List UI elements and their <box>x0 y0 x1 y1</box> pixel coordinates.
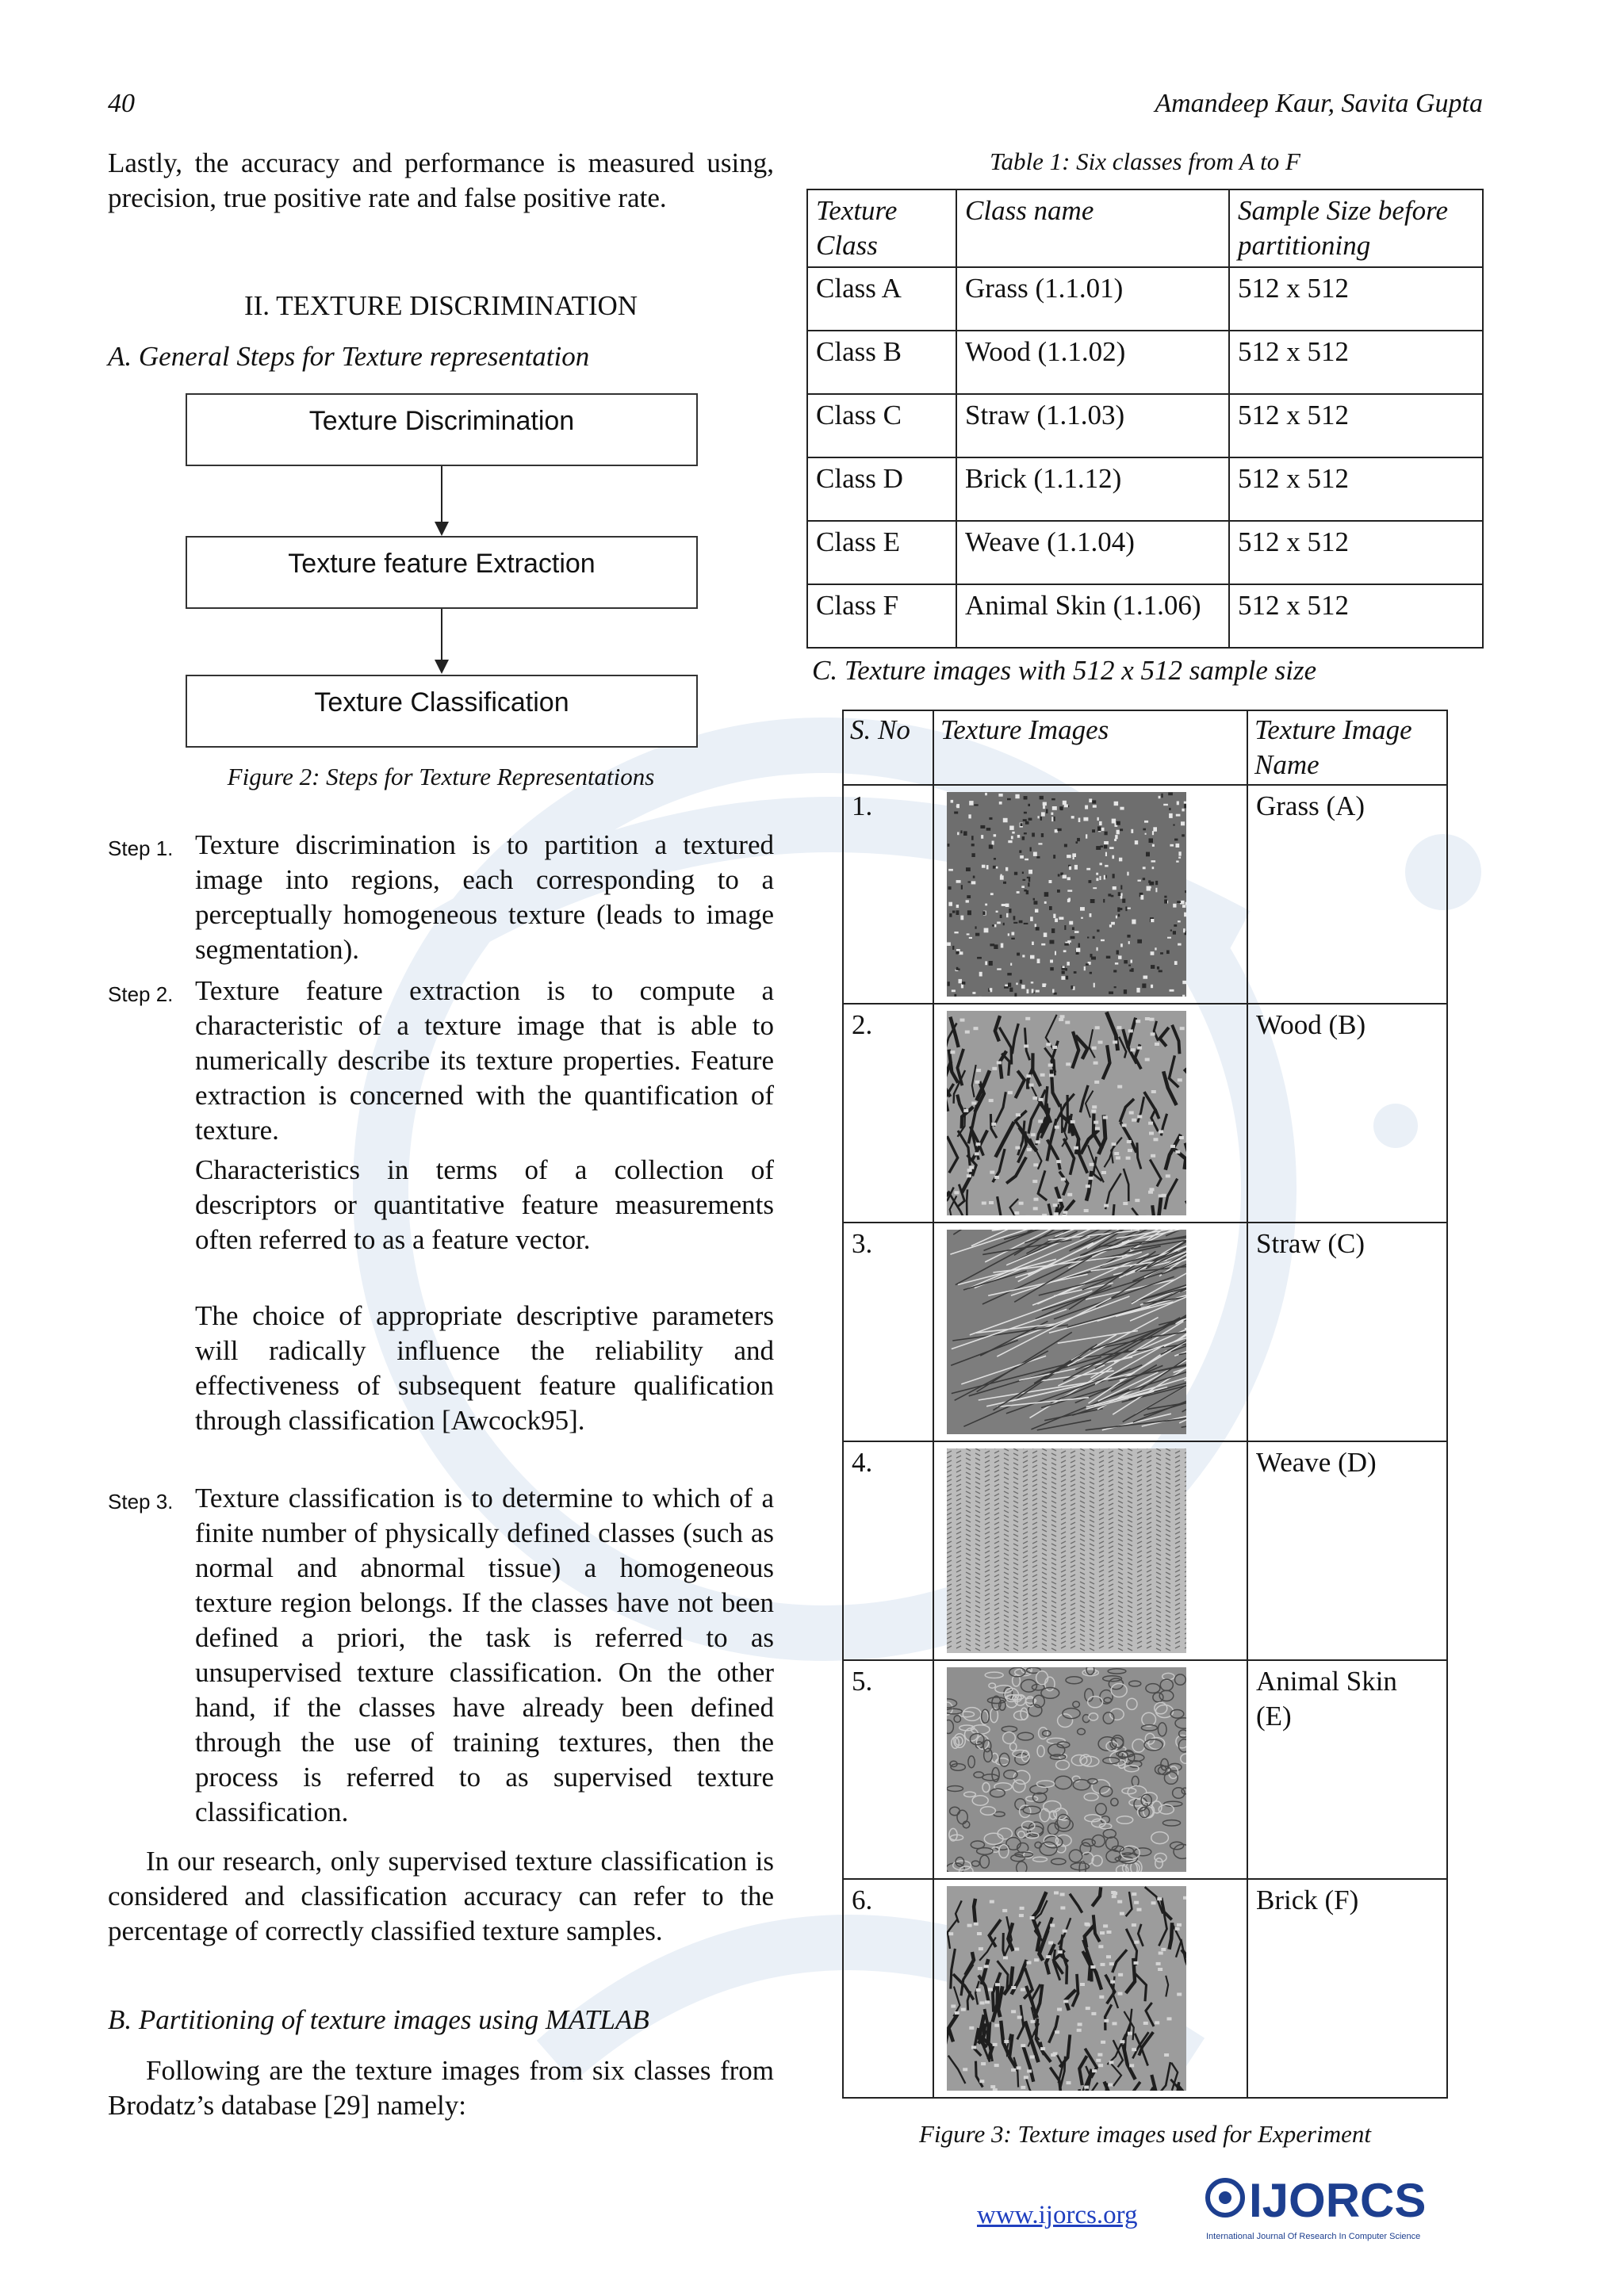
table-cell: Class D <box>807 457 956 521</box>
logo-wordmark: IJORCS <box>1249 2174 1427 2227</box>
texture-image-straw <box>947 1230 1186 1434</box>
step-label: Step 3. <box>108 1490 174 1513</box>
texture-name-cell: Straw (C) <box>1247 1223 1447 1441</box>
logo-tagline: International Journal Of Research In Computer Science <box>1206 2232 1421 2241</box>
table-row <box>843 1004 1447 1223</box>
table-row <box>843 1223 1447 1441</box>
texture-name-cell: Animal Skin (E) <box>1247 1660 1447 1879</box>
flow-arrow-head <box>435 660 449 674</box>
texture-image-cell <box>933 1879 1247 2098</box>
page-number: 40 <box>108 89 135 118</box>
figure-3-caption: Figure 3: Texture images used for Experiment <box>919 2120 1371 2148</box>
texture-name-cell: Grass (A) <box>1247 785 1447 1004</box>
step-text: Texture classification is to determine to which of a finite number of physically defined classes (such as normal and abnormal tissue) a homogeneous texture region belongs. If the classes have not been defined a priori, the task is referred to as unsupervised texture classification. On the other hand, if the classes have already been defined through the use of training textures, then the process is referred to as supervised texture classification. <box>195 1483 774 1827</box>
table-cell: 512 x 512 <box>1229 521 1483 584</box>
step-2-paragraph-2: Characteristics in terms of a collection of descriptors or quantitative feature measurements often referred to as a feature vector. <box>195 1154 774 1255</box>
brodatz-paragraph: Following are the texture images from six classes from Brodatz’s database [29] namely: <box>108 2055 774 2121</box>
table-row <box>843 1879 1447 2098</box>
step-1 <box>108 828 774 967</box>
research-paragraph: In our research, only supervised texture classification is considered and classification accuracy can refer to the percentage of correctly classified texture samples. <box>108 1846 774 1946</box>
table-header-row <box>843 710 1447 785</box>
texture-image-grass <box>947 792 1186 997</box>
table-cell: 512 x 512 <box>1229 267 1483 331</box>
table-cell: Class A <box>807 267 956 331</box>
step-label: Step 2. <box>108 982 174 1006</box>
table-1 <box>806 189 1484 649</box>
table-row <box>843 1441 1447 1660</box>
serial-number-cell: 3. <box>843 1223 933 1441</box>
texture-name-cell: Weave (D) <box>1247 1441 1447 1660</box>
step-text: Texture discrimination is to partition a textured image into regions, each corresponding to a perceptually homogeneous texture (leads to image segmentation). <box>195 829 774 965</box>
step-3 <box>108 1481 774 1830</box>
table-row <box>807 331 1483 394</box>
table-row <box>807 267 1483 331</box>
flow-box-discrimination: Texture Discrimination <box>186 393 698 466</box>
texture-image-cell <box>933 1004 1247 1223</box>
flow-arrow-head <box>435 522 449 536</box>
serial-number-cell: 5. <box>843 1660 933 1879</box>
table-cell: Class C <box>807 394 956 457</box>
serial-number-cell: 1. <box>843 785 933 1004</box>
texture-image-cell <box>933 1223 1247 1441</box>
texture-image-wood <box>947 1011 1186 1215</box>
flow-arrow <box>441 466 442 523</box>
table-cell: Straw (1.1.03) <box>956 394 1229 457</box>
table-cell: Class F <box>807 584 956 648</box>
flow-arrow <box>441 609 442 661</box>
serial-number-cell: 6. <box>843 1879 933 2098</box>
intro-paragraph: Lastly, the accuracy and performance is measured using, precision, true positive rate and false positive rate. <box>108 147 774 213</box>
running-header-authors: Amandeep Kaur, Savita Gupta <box>1155 89 1483 118</box>
table-header-cell: Texture Class <box>807 189 956 267</box>
step-2 <box>108 974 774 1148</box>
table-header-cell: S. No <box>843 710 933 785</box>
texture-image-weave <box>947 1448 1186 1653</box>
table-header-cell: Texture Images <box>933 710 1247 785</box>
table-row <box>807 457 1483 521</box>
table-row <box>807 521 1483 584</box>
texture-name-cell: Wood (B) <box>1247 1004 1447 1223</box>
texture-name-cell: Brick (F) <box>1247 1879 1447 2098</box>
table-row <box>843 1660 1447 1879</box>
serial-number-cell: 2. <box>843 1004 933 1223</box>
figure-2-caption: Figure 2: Steps for Texture Representations <box>227 763 655 790</box>
table-cell: Brick (1.1.12) <box>956 457 1229 521</box>
table-cell: Grass (1.1.01) <box>956 267 1229 331</box>
flow-box-extraction: Texture feature Extraction <box>186 536 698 609</box>
table-cell: 512 x 512 <box>1229 457 1483 521</box>
table-header-cell: Texture Image Name <box>1247 710 1447 785</box>
subsection-a-heading: A. General Steps for Texture representation <box>108 341 590 372</box>
flow-box-classification: Texture Classification <box>186 675 698 748</box>
subsection-c-heading: C. Texture images with 512 x 512 sample size <box>812 655 1317 686</box>
table-cell: 512 x 512 <box>1229 394 1483 457</box>
table-row <box>843 785 1447 1004</box>
table-header-cell: Class name <box>956 189 1229 267</box>
texture-image-cell <box>933 1441 1247 1660</box>
step-text: Texture feature extraction is to compute a characteristic of a texture image that is able to numerically describe its texture properties. Feature extraction is concerned with the quantification of texture. <box>195 975 774 1146</box>
table-cell: 512 x 512 <box>1229 331 1483 394</box>
ijorcs-logo <box>1203 2171 1488 2247</box>
table-row <box>807 394 1483 457</box>
texture-image-skin <box>947 1667 1186 1872</box>
table-cell: Wood (1.1.02) <box>956 331 1229 394</box>
journal-url-link[interactable]: www.ijorcs.org <box>977 2201 1138 2229</box>
texture-image-cell <box>933 785 1247 1004</box>
table-header-row <box>807 189 1483 267</box>
texture-image-cell <box>933 1660 1247 1879</box>
serial-number-cell: 4. <box>843 1441 933 1660</box>
step-2-paragraph-3: The choice of appropriate descriptive parameters will radically influence the reliability and effectiveness of subsequent feature qualification through classification [Awcock95]. <box>195 1300 774 1436</box>
table-cell: 512 x 512 <box>1229 584 1483 648</box>
table-cell: Class E <box>807 521 956 584</box>
step-label: Step 1. <box>108 836 174 860</box>
table-cell: Animal Skin (1.1.06) <box>956 584 1229 648</box>
table-cell: Weave (1.1.04) <box>956 521 1229 584</box>
texture-images-table <box>842 710 1448 2099</box>
subsection-b-heading: B. Partitioning of texture images using MATLAB <box>108 2004 649 2035</box>
table-cell: Class B <box>807 331 956 394</box>
texture-image-brick <box>947 1886 1186 2091</box>
table-row <box>807 584 1483 648</box>
table-1-caption: Table 1: Six classes from A to F <box>990 147 1300 175</box>
section-title: II. TEXTURE DISCRIMINATION <box>243 290 638 321</box>
table-header-cell: Sample Size before partitioning <box>1229 189 1483 267</box>
